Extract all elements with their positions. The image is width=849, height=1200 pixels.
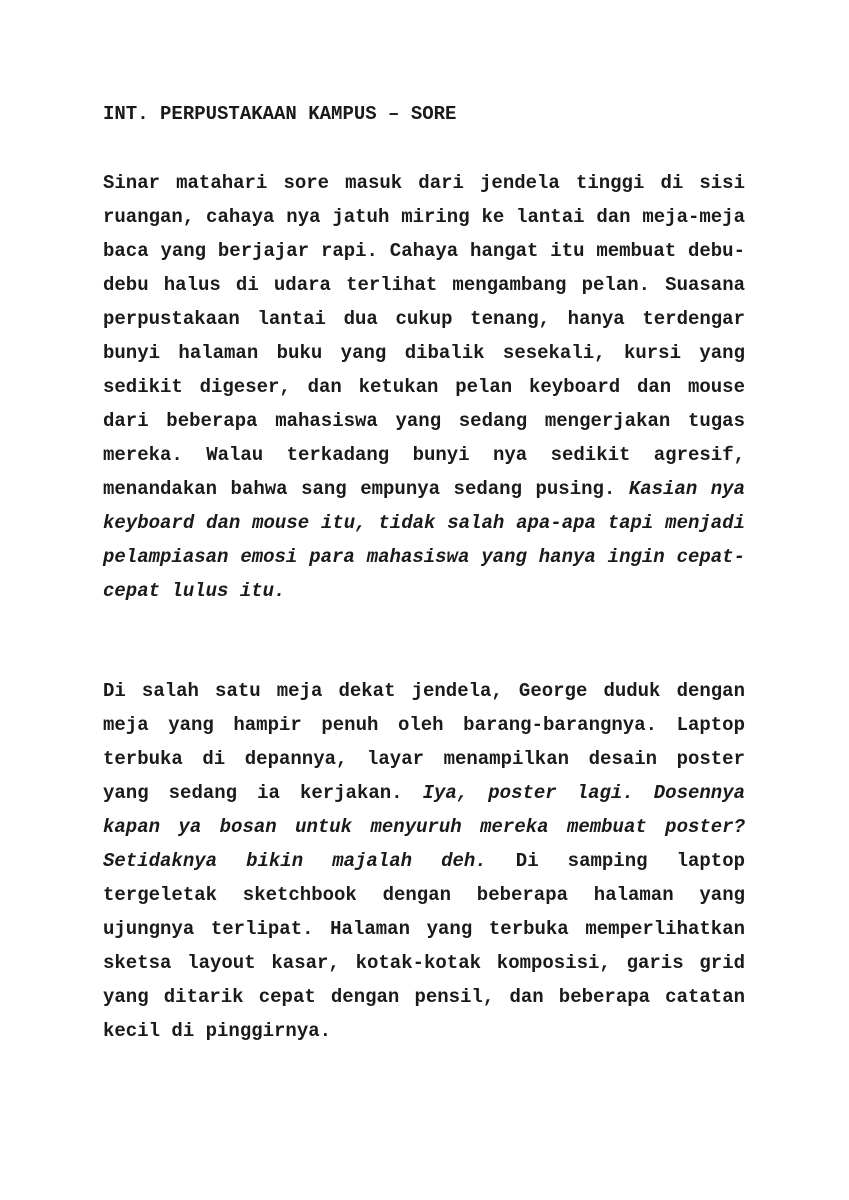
paragraph-2-text-2: Di samping laptop tergeletak sketchbook dengan beberapa halaman yang ujungnya terlipat. Halaman yang terbuka memperlihatkan sketsa layout kasar, kotak-kotak komposisi, garis grid yang ditarik cepat dengan pensil, dan beberapa catatan kecil di pinggirnya. [103, 850, 745, 1042]
paragraph-2-text-1: Di salah satu meja dekat jendela, George duduk dengan meja yang hampir penuh oleh barang-barangnya. Laptop terbuka di depannya, layar menampilkan desain poster yang sedang ia kerjakan. [103, 680, 745, 804]
paragraph-1-text: Sinar matahari sore masuk dari jendela tinggi di sisi ruangan, cahaya nya jatuh miring ke lantai dan meja-meja baca yang berjajar rapi. Cahaya hangat itu membuat debu-debu halus di udara terlihat mengambang pelan. Suasana perpustakaan lantai dua cukup tenang, hanya terdengar bunyi halaman buku yang dibalik sesekali, kursi yang sedikit digeser, dan ketukan pelan keyboard dan mouse dari beberapa mahasiswa yang sedang mengerjakan tugas mereka. Walau terkadang bunyi nya sedikit agresif, menandakan bahwa sang empunya sedang pusing. [103, 172, 745, 500]
paragraph-2 [103, 674, 745, 1048]
paragraph-2-italic-aside: Iya, poster lagi. Dosennya kapan ya bosan untuk menyuruh mereka membuat poster? Setidaknya bikin majalah deh. [103, 782, 745, 872]
paragraph-1 [103, 166, 745, 608]
paragraph-1-italic-aside: Kasian nya keyboard dan mouse itu, tidak salah apa-apa tapi menjadi pelampiasan emosi para mahasiswa yang hanya ingin cepat-cepat lulus itu. [103, 478, 745, 602]
scene-heading: INT. PERPUSTAKAAN KAMPUS – SORE [103, 103, 457, 125]
